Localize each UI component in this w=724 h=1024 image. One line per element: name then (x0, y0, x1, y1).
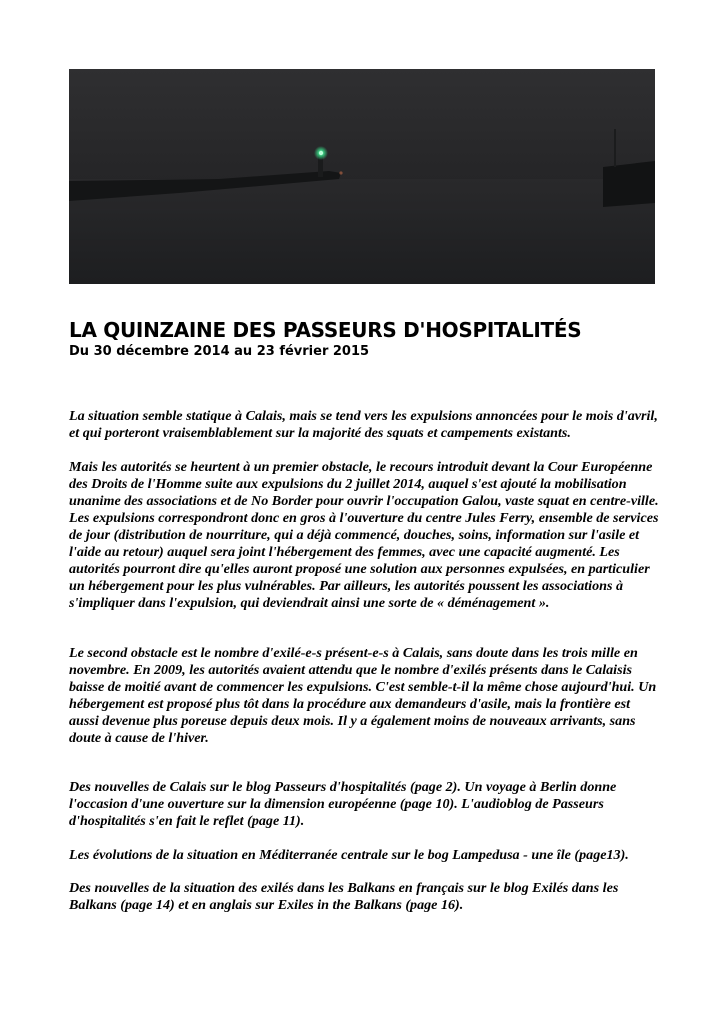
header-photo (69, 69, 655, 284)
date-range-subtitle: Du 30 décembre 2014 au 23 février 2015 (69, 344, 370, 359)
summary-paragraph-3: Des nouvelles de la situation des exilés dans les Balkans en français sur le blog Exilés dans les Balkans (page 14) et en anglais sur Exiles in the Balkans (page 16). (69, 880, 619, 913)
summary-paragraph-1: Des nouvelles de Calais sur le blog Passeurs d'hospitalités (page 2). Un voyage à Berlin donne l'occasion d'une ouverture sur la dimension européenne (page 10). L'audioblog de Passeurs d'hospitalités s'en fait le reflet (page 11). (69, 779, 617, 829)
summary-paragraph-2: Les évolutions de la situation en Méditerranée centrale sur le bog Lampedusa - une île (page13). (69, 847, 629, 863)
right-pier (603, 161, 655, 207)
intro-paragraph-2: Mais les autorités se heurtent à un premier obstacle, le recours introduit devant la Cour Européenne des Droits de l'Homme suite aux expulsions du 2 juillet 2014, auquel s'est ajouté la mobilisation unanime des associations et de No Border pour ouvrir l'occupation Galou, vaste squat en centre-ville. Les expulsions correspondront donc en gros à l'ouverture du centre Jules Ferry, ensemble de services de jour (distribution de nourriture, qui a déjà commencé, douches, soins, information sur l'asile et l'aide au retour) auquel sera joint l'hébergement des femmes, avec une capacité augmenté. Les autorités pourront dire qu'elles auront proposé une solution aux personnes expulsées, en particulier un hébergement pour les plus vulnérables. Par ailleurs, les autorités poussent les associations à s'impliquer dans l'expulsion, qui deviendrait ainsi une sorte de « déménagement ». (69, 459, 659, 611)
intro-paragraph-3: Le second obstacle est le nombre d'exilé-e-s présent-e-s à Calais, sans doute dans les trois mille en novembre. En 2009, les autorités avaient attendu que le nombre d'exilés présents dans le Calaisis baisse de moitié avant de commencer les expulsions. C'est semble-t-il la même chose aujourd'hui. Un hébergement est proposé plus tôt dans la procédure aux demandeurs d'asile, mais la frontière est aussi devenue plus poreuse depuis deux mois. Il y a également moins de nouveaux arrivants, sans doute à cause de l'hiver. (69, 645, 657, 746)
page-title: LA QUINZAINE DES PASSEURS D'HOSPITALITÉS (69, 318, 582, 342)
intro-paragraph-1: La situation semble statique à Calais, mais se tend vers les expulsions annoncées pour le mois d'avril, et qui porteront vraisemblablement sur la majorité des squats et campements existants. (69, 408, 658, 441)
